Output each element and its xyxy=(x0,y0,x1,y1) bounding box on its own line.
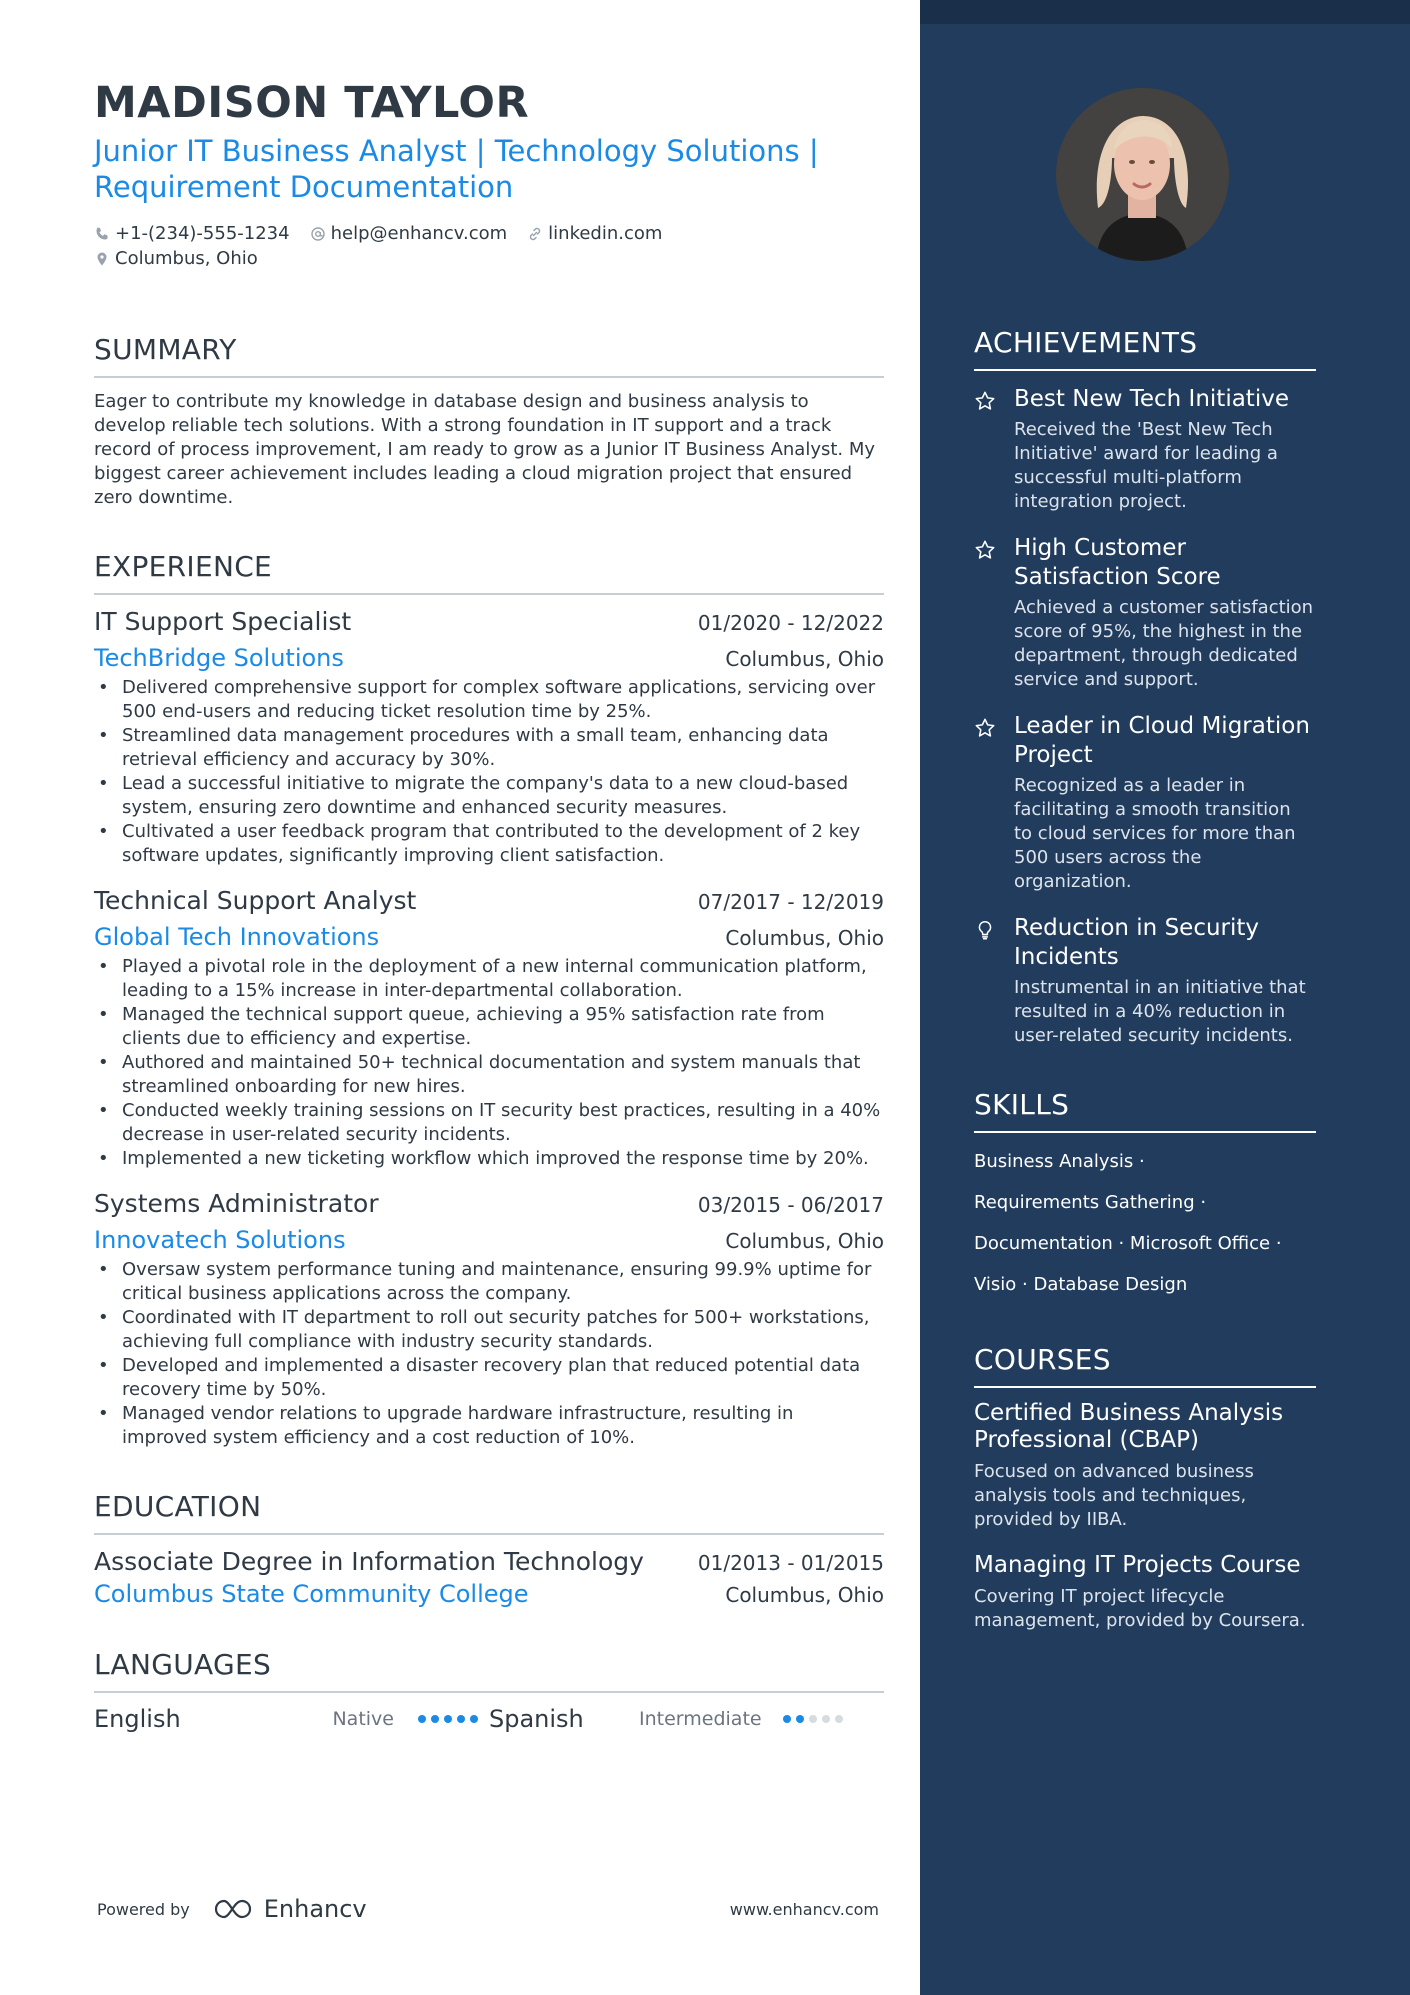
job-dates: 03/2015 - 06/2017 xyxy=(697,1193,884,1218)
location-pin-icon xyxy=(94,251,110,267)
bullet-item: • Managed vendor relations to upgrade hardware infrastructure, resulting in improved system efficiency and a cost reduction of 10%. xyxy=(94,1402,884,1450)
skill-line: Business Analysis · xyxy=(974,1151,1145,1172)
proficiency-dot xyxy=(809,1715,817,1723)
experience-title: EXPERIENCE xyxy=(94,550,884,595)
job-title: Technical Support Analyst xyxy=(94,886,417,916)
brand-name: Enhancv xyxy=(263,1895,367,1923)
bullet-item: • Authored and maintained 50+ technical documentation and system manuals that streamlined onboarding for new hires. xyxy=(94,1051,884,1099)
proficiency-dot xyxy=(783,1715,791,1723)
achievement-desc: Received the 'Best New Tech Initiative' award for leading a successful multi-platform integration project. xyxy=(1014,419,1278,512)
lightbulb-icon xyxy=(974,914,1004,1048)
proficiency-dot xyxy=(796,1715,804,1723)
footer-url[interactable]: www.enhancv.com xyxy=(729,1899,879,1919)
job-location: Columbus, Ohio xyxy=(725,926,884,951)
skills-section xyxy=(974,1088,1316,1305)
proficiency-dot xyxy=(444,1715,452,1723)
proficiency-dot xyxy=(822,1715,830,1723)
sidebar-content xyxy=(974,0,1316,1633)
education-title: EDUCATION xyxy=(94,1490,884,1535)
proficiency-dot xyxy=(470,1715,478,1723)
languages-title: LANGUAGES xyxy=(94,1648,884,1693)
achievements-title: ACHIEVEMENTS xyxy=(974,326,1316,371)
bullet-item: • Lead a successful initiative to migrate the company's data to a new cloud-based system, ensuring zero downtime and enhanced security measures. xyxy=(94,772,884,820)
bullet-item: • Developed and implemented a disaster recovery plan that reduced potential data recovery time by 50%. xyxy=(94,1354,884,1402)
courses-title: COURSES xyxy=(974,1343,1316,1388)
school-name[interactable]: Columbus State Community College xyxy=(94,1580,529,1609)
phone-icon xyxy=(94,226,110,242)
at-icon xyxy=(310,226,326,242)
course-title: Certified Business Analysis Professional (CBAP) xyxy=(974,1400,1284,1453)
education-section xyxy=(94,1490,884,1608)
footer xyxy=(97,1895,879,1923)
languages-row xyxy=(94,1705,884,1733)
achievement-title: Best New Tech Initiative xyxy=(1014,386,1289,412)
email-text: help@enhancv.com xyxy=(330,223,508,245)
achievement-item xyxy=(974,914,1316,1048)
linkedin-text: linkedin.com xyxy=(548,223,663,245)
job-title: IT Support Specialist xyxy=(94,607,352,637)
bullet-item: • Delivered comprehensive support for complex software applications, servicing over 500 end-users and reducing ticket resolution time by 25%. xyxy=(94,676,884,724)
sidebar xyxy=(920,0,1410,1995)
languages-section xyxy=(94,1648,884,1733)
job-bullets xyxy=(94,955,884,1171)
location-contact xyxy=(94,246,258,271)
star-icon xyxy=(974,534,1004,692)
company-name[interactable]: TechBridge Solutions xyxy=(94,644,344,673)
achievement-item xyxy=(974,385,1316,514)
skill-line: Documentation · Microsoft Office · xyxy=(974,1233,1282,1254)
job-title: Systems Administrator xyxy=(94,1189,379,1219)
phone-text: +1-(234)-555-1234 xyxy=(115,223,290,245)
course-desc: Focused on advanced business analysis tools and techniques, provided by IIBA. xyxy=(974,1461,1254,1530)
job-location: Columbus, Ohio xyxy=(725,647,884,672)
bullet-item: • Cultivated a user feedback program that contributed to the development of 2 key software updates, significantly improving client satisfaction. xyxy=(94,820,884,868)
course-item xyxy=(974,1552,1316,1633)
language-item xyxy=(489,1705,884,1733)
powered-by-text: Powered by xyxy=(97,1899,190,1919)
candidate-name: MADISON TAYLOR xyxy=(94,78,530,128)
achievement-desc: Recognized as a leader in facilitating a smooth transition to cloud services for more than 500 users across the organization. xyxy=(1014,775,1296,892)
company-name[interactable]: Global Tech Innovations xyxy=(94,923,380,952)
language-name: Spanish xyxy=(489,1705,584,1734)
bullet-item: • Managed the technical support queue, achieving a 95% satisfaction rate from clients due to efficiency and expertise. xyxy=(94,1003,884,1051)
enhancv-logo-icon xyxy=(212,1897,258,1921)
star-icon xyxy=(974,385,1004,514)
skill-line: Requirements Gathering · xyxy=(974,1192,1207,1213)
summary-text: Eager to contribute my knowledge in database design and business analysis to develop reliable tech solutions. With a strong foundation in IT support and a track record of process improvement, I am ready to grow as a Junior IT Business Analyst. My biggest career achievement includes leading a cloud migration project that ensured zero downtime. xyxy=(94,391,876,509)
skills-title: SKILLS xyxy=(974,1088,1316,1133)
achievement-title: Reduction in Security Incidents xyxy=(1014,915,1260,970)
course-item xyxy=(974,1400,1316,1532)
email-contact[interactable] xyxy=(310,221,508,246)
proficiency-dot xyxy=(431,1715,439,1723)
course-title: Managing IT Projects Course xyxy=(974,1552,1301,1578)
achievements-section xyxy=(974,326,1316,1048)
achievement-title: High Customer Satisfaction Score xyxy=(1014,535,1221,590)
degree-title: Associate Degree in Information Technology xyxy=(94,1547,644,1577)
bullet-item: • Conducted weekly training sessions on IT security best practices, resulting in a 40% decrease in user-related security incidents. xyxy=(94,1099,884,1147)
language-proficiency-dots xyxy=(783,1715,843,1723)
job-location: Columbus, Ohio xyxy=(725,1229,884,1254)
job-entry xyxy=(94,886,884,1171)
bullet-item: • Played a pivotal role in the deployment of a new internal communication platform, leading to a 15% increase in inter-departmental collaboration. xyxy=(94,955,884,1003)
summary-section xyxy=(94,333,884,510)
education-location: Columbus, Ohio xyxy=(725,1583,884,1608)
company-name[interactable]: Innovatech Solutions xyxy=(94,1226,346,1255)
language-name: English xyxy=(94,1705,181,1734)
contact-info xyxy=(94,221,884,271)
linkedin-contact[interactable] xyxy=(527,221,662,246)
headline-line-1: Junior IT Business Analyst | Technology Solutions | xyxy=(94,134,819,169)
enhancv-logo[interactable] xyxy=(212,1895,367,1923)
job-bullets xyxy=(94,676,884,868)
location-text: Columbus, Ohio xyxy=(115,248,258,270)
powered-by xyxy=(97,1895,367,1923)
main-column xyxy=(94,80,884,1733)
job-dates: 01/2020 - 12/2022 xyxy=(697,611,884,636)
bullet-item: • Implemented a new ticketing workflow which improved the response time by 20%. xyxy=(94,1147,884,1171)
course-desc: Covering IT project lifecycle management, provided by Coursera. xyxy=(974,1586,1306,1631)
achievement-item xyxy=(974,712,1316,894)
job-entry xyxy=(94,1189,884,1450)
education-entry xyxy=(94,1547,884,1608)
language-level: Intermediate xyxy=(639,1708,762,1731)
summary-title: SUMMARY xyxy=(94,333,884,378)
bullet-item: • Streamlined data management procedures with a small team, enhancing data retrieval efficiency and accuracy by 30%. xyxy=(94,724,884,772)
achievement-item xyxy=(974,534,1316,692)
job-dates: 07/2017 - 12/2019 xyxy=(697,890,884,915)
star-icon xyxy=(974,712,1004,894)
job-entry xyxy=(94,607,884,868)
achievement-desc: Instrumental in an initiative that resulted in a 40% reduction in user-related security incidents. xyxy=(1014,977,1306,1046)
phone-contact[interactable] xyxy=(94,221,290,246)
language-item xyxy=(94,1705,489,1733)
bullet-item: • Coordinated with IT department to roll out security patches for 500+ workstations, achieving full compliance with industry security standards. xyxy=(94,1306,884,1354)
proficiency-dot xyxy=(418,1715,426,1723)
headline-line-2: Requirement Documentation xyxy=(94,170,514,205)
skills-list xyxy=(974,1141,1316,1305)
language-proficiency-dots xyxy=(418,1715,478,1723)
achievement-desc: Achieved a customer satisfaction score of 95%, the highest in the department, through dedicated service and support. xyxy=(1014,597,1314,690)
link-icon xyxy=(527,226,543,242)
bullet-item: • Oversaw system performance tuning and maintenance, ensuring 99.9% uptime for critical business applications across the company. xyxy=(94,1258,884,1306)
education-dates: 01/2013 - 01/2015 xyxy=(697,1551,884,1576)
experience-section xyxy=(94,550,884,1450)
achievement-title: Leader in Cloud Migration Project xyxy=(1014,713,1310,768)
job-bullets xyxy=(94,1258,884,1450)
proficiency-dot xyxy=(835,1715,843,1723)
proficiency-dot xyxy=(457,1715,465,1723)
headline xyxy=(94,133,884,205)
language-level: Native xyxy=(332,1708,394,1731)
skill-line: Visio · Database Design xyxy=(974,1274,1188,1295)
courses-section xyxy=(974,1343,1316,1633)
